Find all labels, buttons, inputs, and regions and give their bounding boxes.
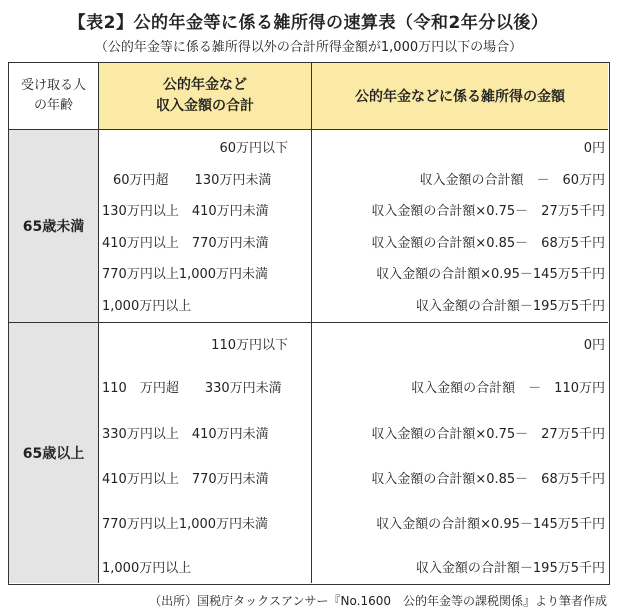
table-subtitle: （公的年金等に係る雑所得以外の合計所得金額が1,000万円以下の場合） (94, 40, 523, 55)
header-misc-income: 公的年金などに係る雑所得の金額 (312, 63, 608, 129)
header-income-line2: 収入金額の合計 (156, 98, 254, 114)
header-age (9, 63, 98, 129)
misc-income-formula: 収入金額の合計額×0.95－145万5千円 (376, 267, 605, 282)
income-range: 410万円以上 770万円未満 (102, 472, 269, 487)
misc-income-formula: 収入金額の合計額×0.85－ 68万5千円 (371, 236, 605, 251)
misc-income-formula: 収入金額の合計額×0.95－145万5千円 (376, 517, 605, 532)
source-note: （出所）国税庁タックスアンサー『No.1600 公的年金等の課税関係』より筆者作成 (149, 594, 607, 608)
divider-vertical (311, 63, 312, 583)
income-range: 410万円以上 770万円未満 (102, 236, 269, 251)
misc-income-formula: 収入金額の合計額 － 60万円 (419, 173, 605, 188)
age-group-65-and-over: 65歳以上 (9, 323, 98, 583)
age-group-under-65: 65歳未満 (9, 130, 98, 322)
divider-horizontal (9, 322, 608, 323)
income-range: 130万円以上 410万円未満 (102, 204, 269, 219)
income-range: 330万円以上 410万円未満 (102, 427, 269, 442)
income-range: 770万円以上1,000万円未満 (102, 517, 269, 532)
income-range: 770万円以上1,000万円未満 (102, 267, 269, 282)
misc-income-formula: 収入金額の合計額×0.85－ 68万5千円 (371, 472, 605, 487)
divider-vertical (98, 63, 99, 583)
income-range: 110 万円超 330万円未満 (102, 381, 282, 396)
misc-income-formula: 収入金額の合計額×0.75－ 27万5千円 (371, 427, 605, 442)
income-range: 60万円超 130万円未満 (113, 173, 272, 188)
misc-income-formula: 収入金額の合計額×0.75－ 27万5千円 (371, 204, 605, 219)
divider-horizontal (9, 129, 608, 130)
misc-income-formula: 収入金額の合計額－195万5千円 (415, 561, 605, 576)
header-income-line1: 公的年金など (163, 77, 247, 93)
income-range: 110万円以下 (211, 338, 288, 353)
table-title: 【表2】公的年金等に係る雑所得の速算表（令和2年分以後） (68, 13, 549, 33)
misc-income-formula: 0円 (583, 141, 605, 156)
misc-income-formula: 収入金額の合計額－195万5千円 (415, 299, 605, 314)
misc-income-formula: 収入金額の合計額 － 110万円 (411, 381, 605, 396)
header-age-line2: の年齢 (33, 98, 73, 113)
misc-income-formula: 0円 (583, 338, 605, 353)
income-range: 60万円以下 (219, 141, 288, 156)
income-range: 1,000万円以上 (102, 561, 192, 576)
tax-rate-table (8, 62, 610, 585)
header-age-line1: 受け取る人 (20, 78, 86, 93)
income-range: 1,000万円以上 (102, 299, 192, 314)
header-income-total (99, 63, 311, 129)
